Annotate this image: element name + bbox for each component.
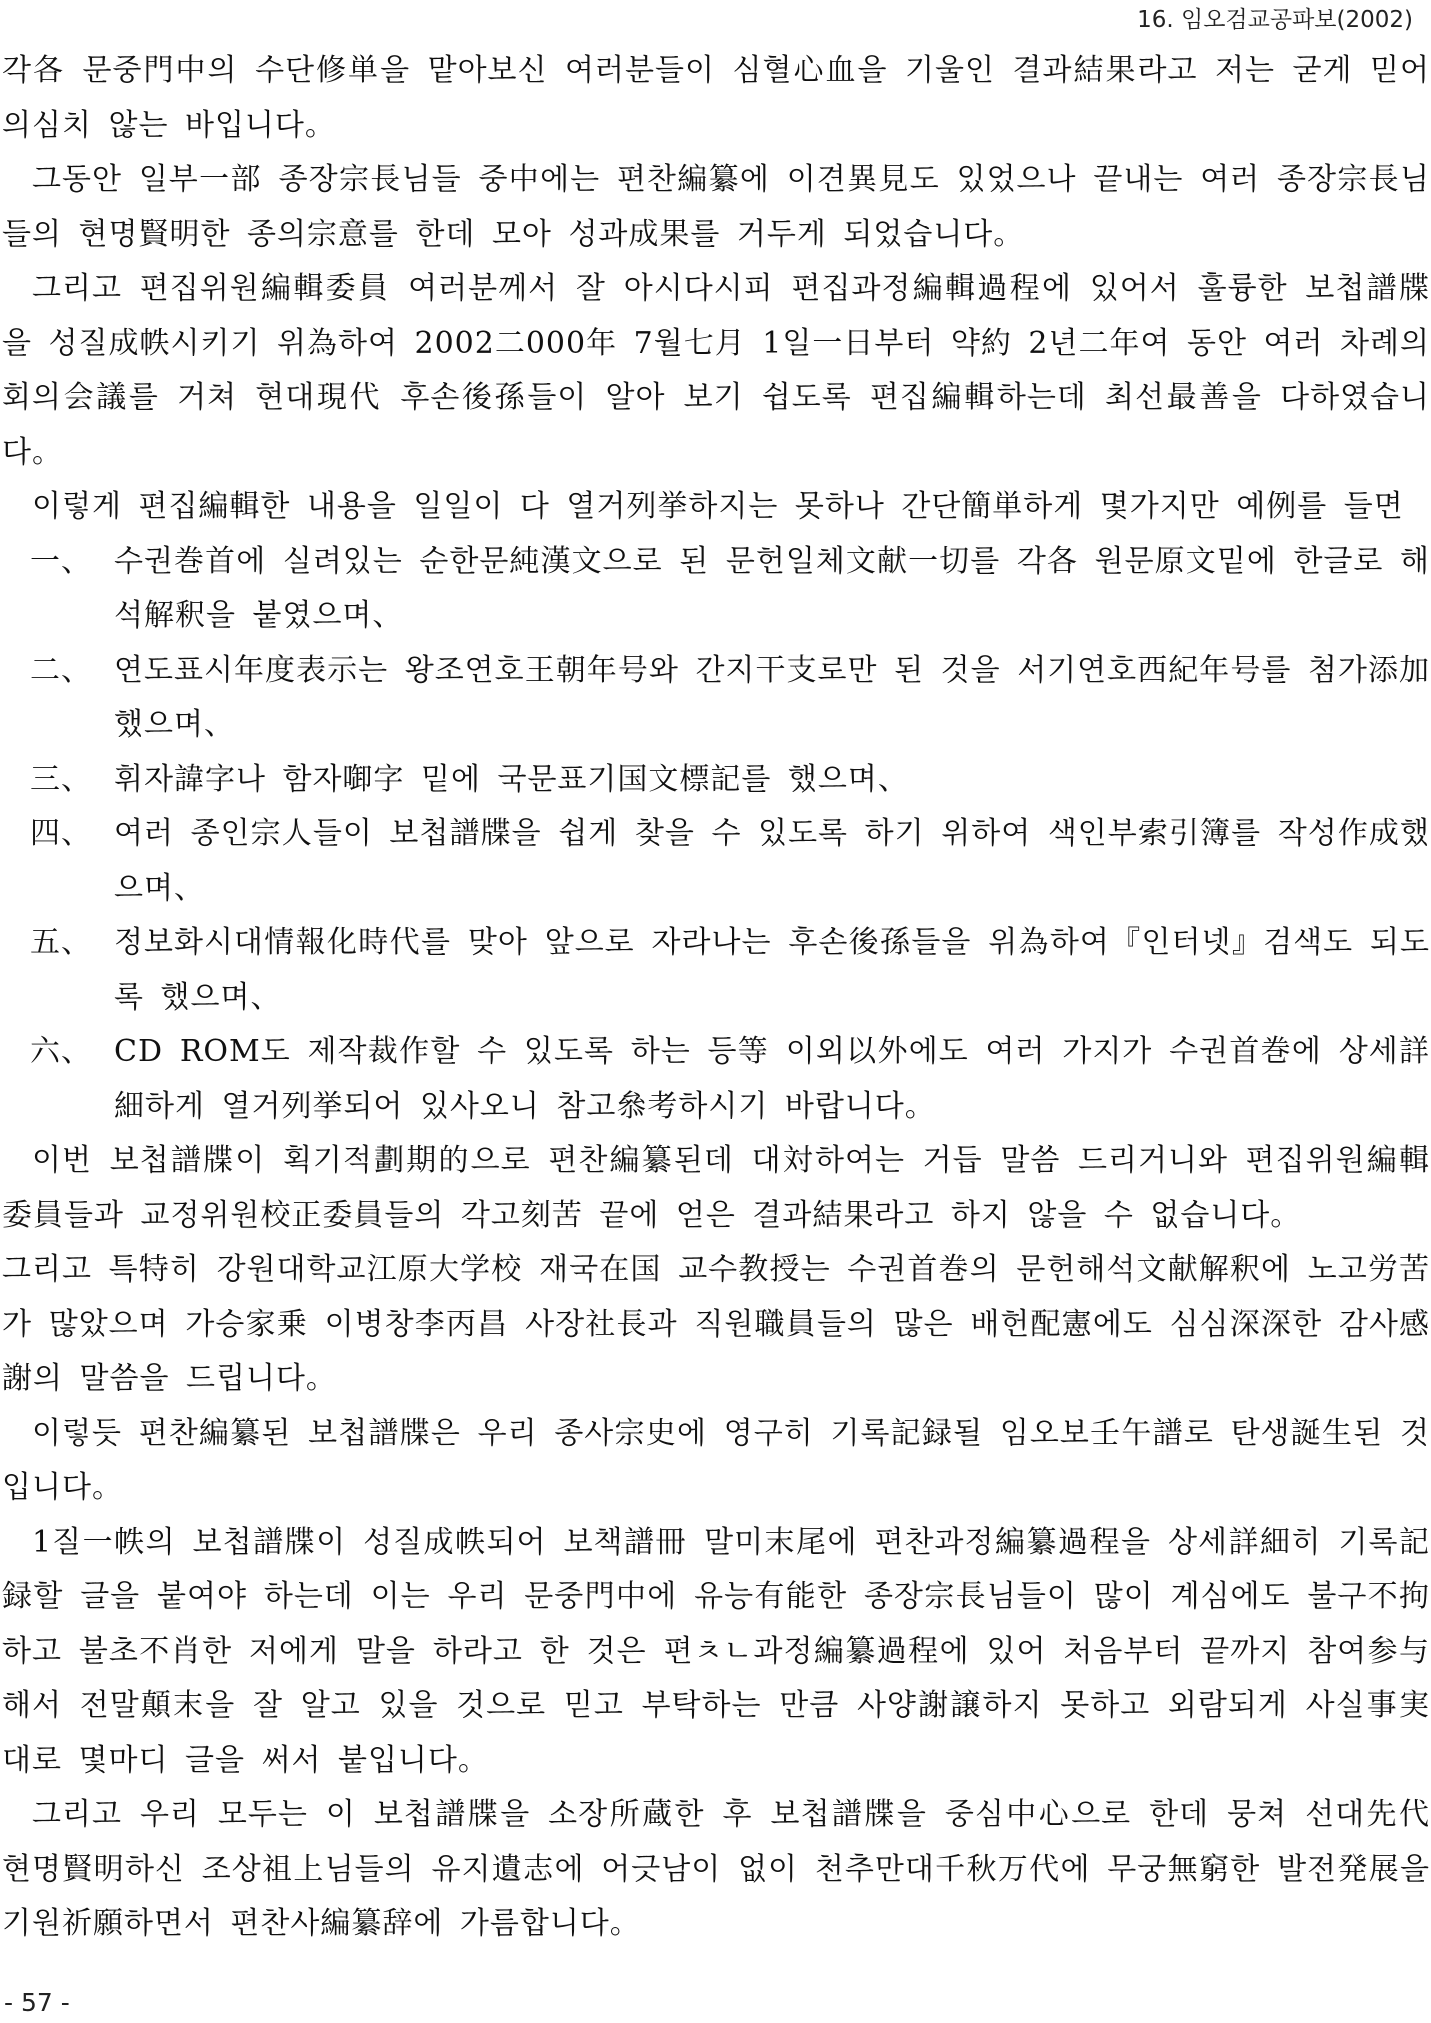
paragraph: 이렇듯 편찬編纂된 보첩譜牒은 우리 종사宗史에 영구히 기록記録될 임오보壬午譜로 탄생誕生된 것입니다。 — [2, 1415, 1430, 1505]
page-number: - 57 - — [4, 1988, 70, 2017]
list-item-text: 수권巻首에 실려있는 순한문純漢文으로 된 문헌일체文献一切를 각各 원문原文밑에 한글로 해석解釈을 붙였으며、 — [114, 543, 1430, 633]
paragraph: 그리고 우리 모두는 이 보첩譜牒을 소장所蔵한 후 보첩譜牒을 중심中心으로 한데 뭉쳐 선대先代 현명賢明하신 조상祖上님들의 유지遺志에 어긋남이 없이 천추만대千秋万代에 무궁無窮한 발전発展을 기원祈願하면서 편찬사編纂辞에 가름합니다。 — [2, 1797, 1430, 1941]
list-item-text: 휘자諱字나 함자啣字 밑에 국문표기国文標記를 했으며、 — [114, 761, 909, 797]
list-item-marker: 三、 — [30, 761, 92, 797]
list-item — [2, 1025, 1430, 1134]
paragraph: 이렇게 편집編輯한 내용을 일일이 다 열거列挙하지는 못하나 간단簡単하게 몇가지만 예例를 들면 — [32, 489, 1404, 524]
list-item-marker: 二、 — [30, 652, 92, 688]
list-item — [2, 916, 1430, 1025]
list-item — [2, 753, 1430, 808]
paragraph: 이번 보첩譜牒이 획기적劃期的으로 편찬編纂된데 대対하여는 거듭 말씀 드리거니와 편집위원編輯委員들과 교정위원校正委員들의 각고刻苦 끝에 얻은 결과結果라고 하지 않을 수 없습니다。 — [2, 1143, 1430, 1233]
paragraph: 1질一帙의 보첩譜牒이 성질成帙되어 보책譜冊 말미末尾에 편찬과정編纂過程을 상세詳細히 기록記録할 글을 붙여야 하는데 이는 우리 문중門中에 유능有能한 종장宗長님들이 많이 계심에도 불구不拘하고 불초不肖한 저에게 말을 하라고 한 것은 편ㅊㄴ과정編纂過程에 있어 처음부터 끝까지 참여参与해서 전말顛末을 잘 알고 있을 것으로 믿고 부탁하는 만큼 사양謝譲하지 못하고 외람되게 사실事実대로 몇마디 글을 써서 붙입니다。 — [2, 1524, 1430, 1778]
paragraph: 그리고 편집위원編輯委員 여러분께서 잘 아시다시피 편집과정編輯過程에 있어서 훌륭한 보첩譜牒을 성질成帙시키기 위為하여 2002二000年 7월七月 1일一日부터 약約 2년二年여 동안 여러 차례의 회의会議를 거쳐 현대現代 후손後孫들이 알아 보기 쉽도록 편집編輯하는데 최선最善을 다하였습니다。 — [2, 271, 1430, 470]
list-item-marker: 四、 — [30, 816, 92, 851]
list-item — [2, 644, 1430, 753]
list-item-marker: 六、 — [30, 1034, 92, 1069]
list-item — [2, 807, 1430, 916]
document-body — [2, 44, 1430, 1952]
list-item-text: 연도표시年度表示는 왕조연호王朝年号와 간지干支로만 된 것을 서기연호西紀年号를 첨가添加했으며、 — [114, 652, 1430, 742]
list-item-marker: 一、 — [30, 543, 92, 579]
paragraph: 그동안 일부一部 종장宗長님들 중中에는 편찬編纂에 이견異見도 있었으나 끝내는 여러 종장宗長님들의 현명賢明한 종의宗意를 한데 모아 성과成果를 거두게 되었습니다。 — [2, 162, 1430, 252]
list-item-text: 여러 종인宗人들이 보첩譜牒을 쉽게 찾을 수 있도록 하기 위하여 색인부索引簿를 작성作成했으며、 — [114, 816, 1430, 906]
page-header-title: 16. 임오검교공파보(2002) — [1137, 7, 1413, 33]
list-item-marker: 五、 — [30, 925, 92, 960]
paragraph-continued: 각各 문중門中의 수단修単을 맡아보신 여러분들이 심혈心血을 기울인 결과結果라고 저는 굳게 믿어 의심치 않는 바입니다。 — [2, 53, 1430, 143]
list-item — [2, 535, 1430, 644]
paragraph: 그리고 특特히 강원대학교江原大学校 재국在国 교수教授는 수권首巻의 문헌해석文献解釈에 노고労苦가 많았으며 가승家乗 이병창李丙昌 사장社長과 직원職員들의 많은 배헌配憲에도 심심深深한 감사感謝의 말씀을 드립니다。 — [2, 1252, 1430, 1396]
list-item-text: 정보화시대情報化時代를 맞아 앞으로 자라나는 후손後孫들을 위為하여『인터넷』검색도 되도록 했으며、 — [114, 925, 1430, 1015]
list-item-text: CD ROM도 제작裁作할 수 있도록 하는 등等 이외以外에도 여러 가지가 수권首巻에 상세詳細하게 열거列挙되어 있사오니 참고叅考하시기 바랍니다。 — [114, 1034, 1430, 1124]
